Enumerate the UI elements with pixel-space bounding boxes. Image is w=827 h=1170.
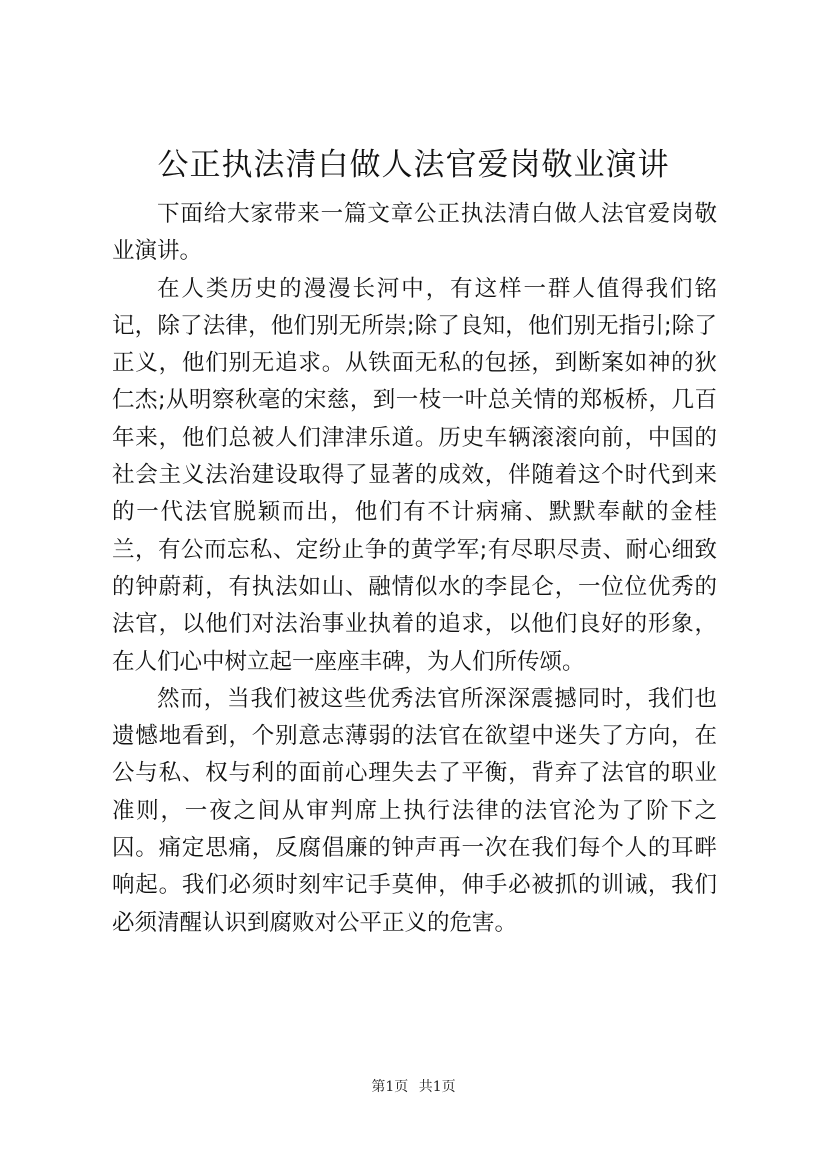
page-number-current: 第1页 bbox=[371, 1079, 409, 1095]
document-title: 公正执法清白做人法官爱岗敬业演讲 bbox=[157, 147, 670, 183]
page-footer bbox=[0, 1077, 827, 1097]
page-number-total: 共1页 bbox=[418, 1079, 456, 1095]
paragraph-intro: 下面给大家带来一篇文章公正执法清白做人法官爱岗敬业演讲。 bbox=[112, 201, 717, 265]
document-body bbox=[112, 196, 717, 942]
paragraph-warning: 然而，当我们被这些优秀法官所深深震撼同时，我们也遗憾地看到，个别意志薄弱的法官在欲望中迷失了方向，在公与私、权与利的面前心理失去了平衡，背弃了法官的职业准则，一夜之间从审判席上执行法律的法官沦为了阶下之囚。痛定思痛，反腐倡廉的钟声再一次在我们每个人的耳畔响起。我们必须时刻牢记手莫伸，伸手必被抓的训诫，我们必须清醒认识到腐败对公平正义的危害。 bbox=[112, 685, 717, 936]
paragraph-history: 在人类历史的漫漫长河中，有这样一群人值得我们铭记，除了法律，他们别无所崇;除了良知，他们别无指引;除了正义，他们别无追求。从铁面无私的包拯，到断案如神的狄仁杰;从明察秋毫的宋慈，到一枝一叶总关情的郑板桥，几百年来，他们总被人们津津乐道。历史车辆滚滚向前，中国的社会主义法治建设取得了显著的成效，伴随着这个时代到来的一代法官脱颖而出，他们有不计病痛、默默奉献的金桂兰，有公而忘私、定纷止争的黄学军;有尽职尽责、耐心细致的钟蔚莉，有执法如山、融情似水的李昆仑，一位位优秀的法官，以他们对法治事业执着的追求，以他们良好的形象，在人们心中树立起一座座丰碑，为人们所传颂。 bbox=[112, 275, 717, 675]
